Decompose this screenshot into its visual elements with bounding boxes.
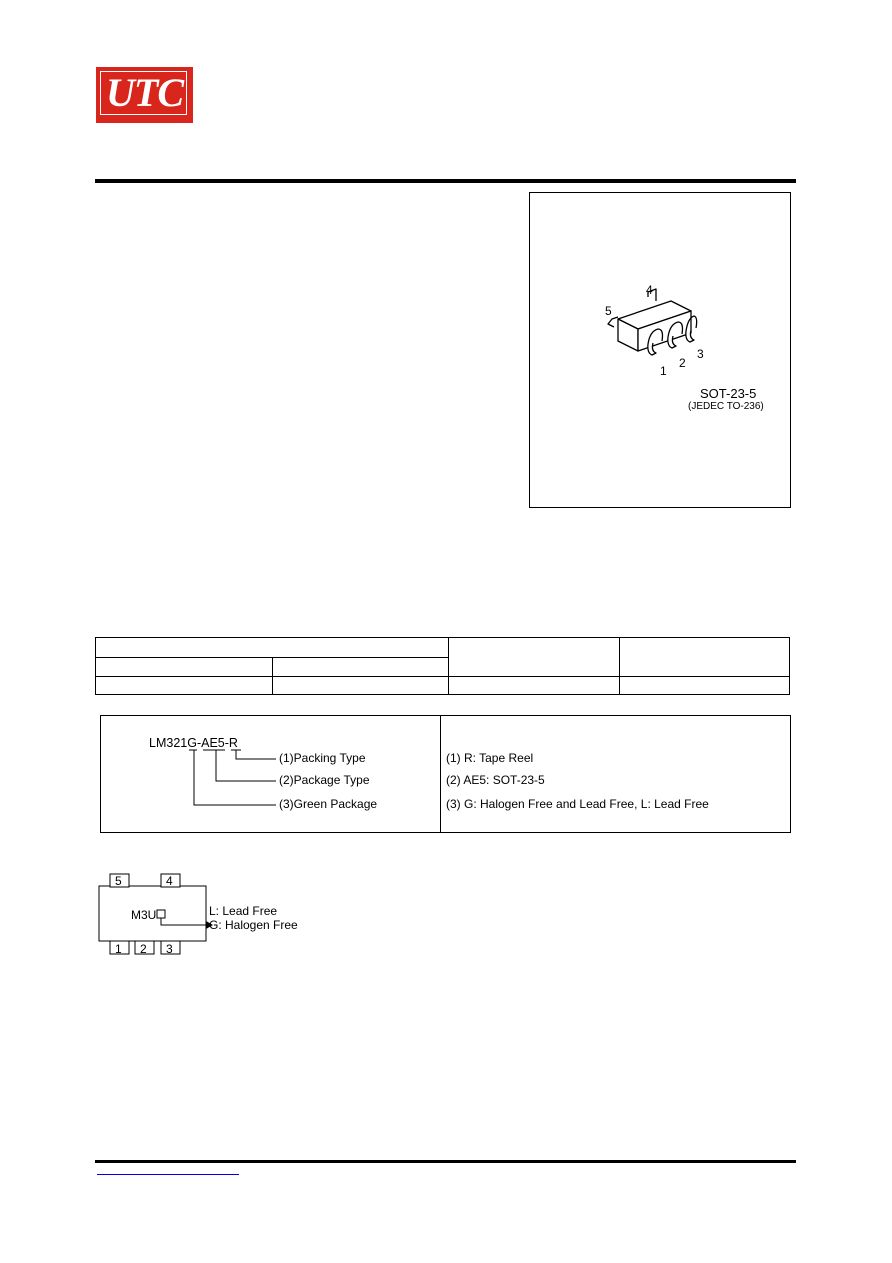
table-data-cell — [448, 676, 620, 695]
pin-label-4: 4 — [646, 283, 653, 297]
sot23-5-package-drawing — [530, 193, 792, 509]
header-rule — [95, 179, 796, 183]
field-green-package: (3)Green Package — [279, 797, 378, 811]
ordering-code-box — [100, 715, 791, 833]
table-data-cell — [272, 676, 449, 695]
pin-label-2: 2 — [679, 356, 686, 370]
footer-link[interactable] — [97, 1174, 239, 1175]
logo-text: UTC — [106, 70, 183, 115]
field-packing-type: (1)Packing Type — [279, 751, 366, 765]
field-package-type: (2)Package Type — [279, 773, 370, 787]
ordering-table — [95, 637, 790, 695]
note-package: (2) AE5: SOT-23-5 — [446, 773, 545, 787]
table-header-cell — [619, 637, 790, 677]
marking-code: M3U — [131, 908, 157, 922]
marking-legend-halogen-free: G: Halogen Free — [209, 918, 298, 932]
table-data-cell — [95, 676, 273, 695]
marking-pin-4: 4 — [166, 874, 173, 888]
marking-pin-2: 2 — [140, 942, 147, 956]
utc-logo — [96, 67, 193, 123]
table-subheader-cell — [95, 657, 273, 677]
note-packing: (1) R: Tape Reel — [446, 751, 534, 765]
marking-legend-lead-free: L: Lead Free — [209, 904, 278, 918]
pin-label-3: 3 — [697, 347, 704, 361]
note-green: (3) G: Halogen Free and Lead Free, L: Lead Free — [446, 797, 709, 811]
table-header-cell — [95, 637, 449, 658]
part-number: LM321G-AE5-R — [149, 736, 238, 750]
package-standard: (JEDEC TO-236) — [688, 401, 764, 412]
pin-label-1: 1 — [660, 364, 667, 378]
code-leader-lines — [101, 716, 441, 832]
package-name: SOT-23-5 — [700, 386, 757, 401]
package-figure — [529, 192, 791, 508]
table-header-cell — [448, 637, 620, 677]
marking-pin-3: 3 — [166, 942, 173, 956]
pin-label-5: 5 — [605, 304, 612, 318]
footer-rule — [95, 1160, 796, 1163]
table-data-cell — [619, 676, 790, 695]
marking-pin-1: 1 — [115, 942, 122, 956]
marking-pin-5: 5 — [115, 874, 122, 888]
table-subheader-cell — [272, 657, 449, 677]
